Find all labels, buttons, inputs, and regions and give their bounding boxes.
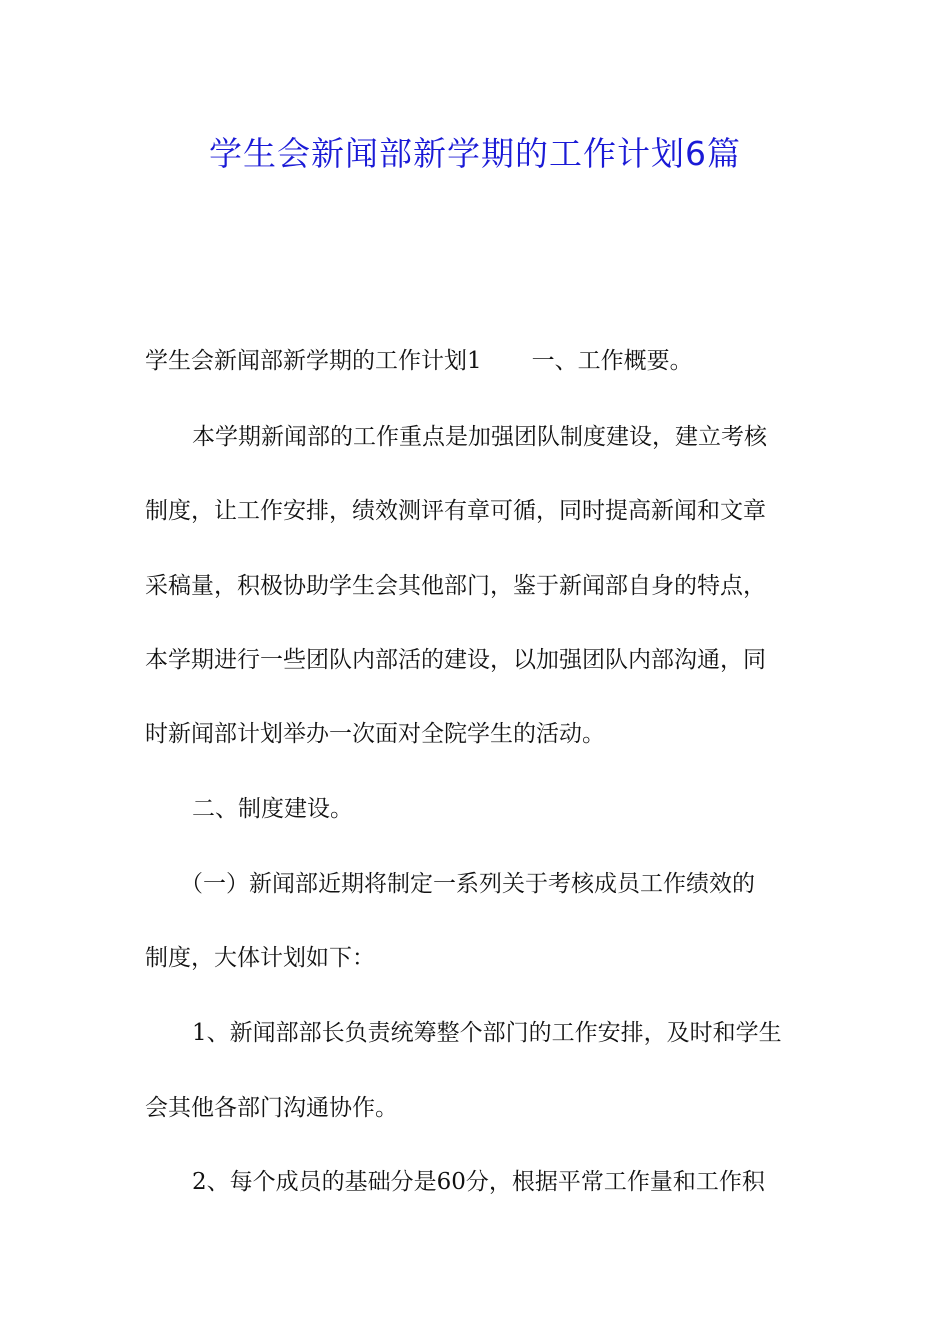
overview-heading: 一、工作概要。 (531, 348, 693, 374)
paragraph-line: 1、新闻部部长负责统筹整个部门的工作安排，及时和学生 (192, 1020, 782, 1046)
paragraph-line: 采稿量，积极协助学生会其他部门，鉴于新闻部自身的特点， (145, 573, 766, 599)
paragraph-line: 本学期进行一些团队内部活的建设，以加强团队内部沟通，同 (145, 647, 766, 673)
paragraph-line: 2、每个成员的基础分是60分，根据平常工作量和工作积 (192, 1169, 765, 1195)
paragraph-line: （一）新闻部近期将制定一系列关于考核成员工作绩效的 (180, 871, 755, 897)
paragraph-line: 时新闻部计划举办一次面对全院学生的活动。 (145, 721, 605, 747)
paragraph-line: 制度，让工作安排，绩效测评有章可循，同时提高新闻和文章 (145, 498, 766, 524)
paragraph-line: 制度，大体计划如下： (145, 945, 375, 971)
document-title: 学生会新闻部新学期的工作计划6篇 (209, 134, 741, 173)
plan-heading: 学生会新闻部新学期的工作计划1 (145, 348, 482, 374)
paragraph-line: 会其他各部门沟通协作。 (145, 1095, 398, 1121)
paragraph-line: 本学期新闻部的工作重点是加强团队制度建设，建立考核 (192, 424, 767, 450)
section-heading-line (145, 346, 693, 376)
section-heading: 二、制度建设。 (192, 796, 353, 822)
